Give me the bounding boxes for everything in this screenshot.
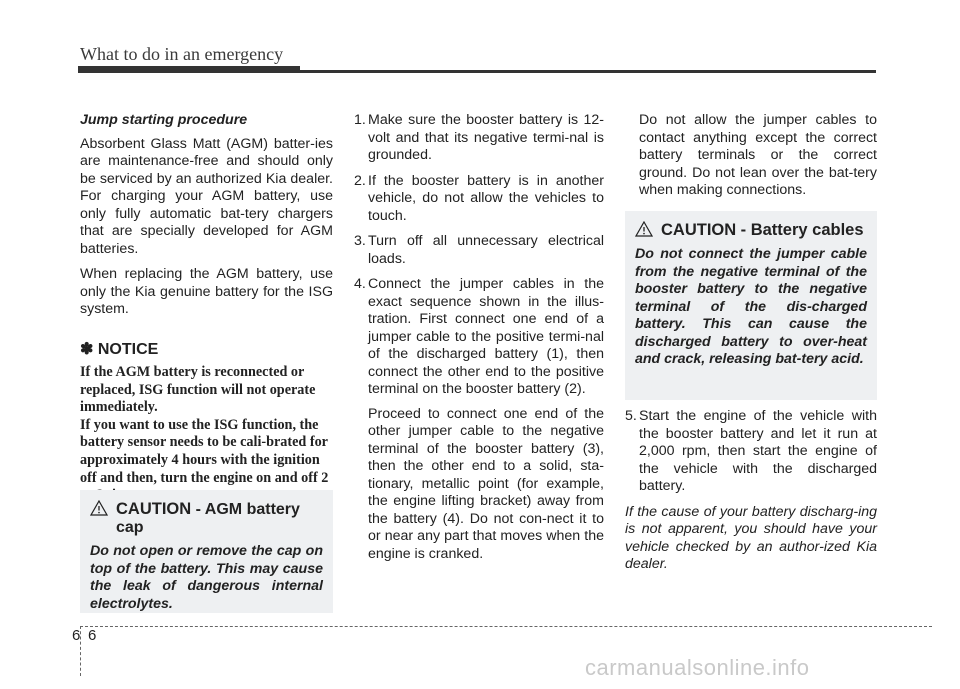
steps-list	[354, 112, 604, 563]
column-1	[80, 112, 333, 505]
caution-header	[635, 221, 867, 240]
step-text: Make sure the booster battery is 12-volt and that its negative termi-nal is grounded.	[368, 112, 604, 163]
list-item	[354, 112, 604, 165]
step-text: Turn off all unnecessary electrical loads.	[368, 233, 604, 267]
step-number: 4.	[354, 276, 366, 292]
caution-box-agm-cap	[80, 490, 333, 613]
notice-body	[80, 364, 333, 505]
caution-subject: - Battery cables	[740, 221, 864, 239]
replacement-paragraph: When replacing the AGM battery, use only the Kia genuine battery for the ISG system.	[80, 266, 333, 317]
chapter-number: 6	[72, 627, 81, 644]
column-3	[625, 112, 877, 200]
step-text: Connect the jumper cables in the exact sequence shown in the illus-tration. First connect one end of a jumper cable to the positive termi-nal of the discharged battery (1), then connect the other end to the positive terminal on the booster battery (2).	[368, 276, 604, 397]
caution-header	[90, 500, 323, 537]
list-item	[354, 173, 604, 226]
agm-paragraph: Absorbent Glass Matt (AGM) batter-ies are maintenance-free and should only be serviced by an authorized Kia dealer. For charging your AGM battery, use only fully automatic bat-tery chargers that are specially developed for AGM batteries.	[80, 135, 333, 257]
list-item	[625, 408, 877, 496]
step-4-continuation: Proceed to connect one end of the other jumper cable to the negative terminal of the booster battery (3), then the other end to a solid, sta-tionary, metallic point (for example, the engine lifting bracket) away from the battery (4). Do not con-nect it to or near any part that moves when the engine is cranked.	[368, 405, 604, 562]
notice-line-1: If the AGM battery is reconnected or replaced, ISG function will not operate immediately.	[80, 364, 316, 416]
step-number: 5.	[625, 408, 637, 424]
watermark: carmanualsonline.info	[585, 655, 810, 680]
caution-body: Do not open or remove the cap on top of the battery. This may cause the leak of dangerous internal electrolytes.	[90, 543, 323, 612]
header-rule	[78, 70, 876, 73]
column-2	[354, 112, 604, 571]
column-3-lower	[625, 408, 877, 582]
step-text: Start the engine of the vehicle with the booster battery and let it run at 2,000 rpm, then start the engine of the vehicle with the discharged battery.	[639, 408, 877, 494]
step-number: 1.	[354, 112, 366, 128]
step-text: If the booster battery is in another vehicle, do not allow the vehicles to touch.	[368, 172, 604, 224]
caution-word: CAUTION	[661, 221, 737, 239]
list-item	[354, 276, 604, 563]
step-4-continuation-text: Do not allow the jumper cables to contact anything except the correct battery terminals or the correct ground. Do not lean over the bat-tery when making connections.	[639, 112, 877, 198]
warning-triangle-icon	[90, 500, 108, 516]
step-number: 2.	[354, 172, 366, 189]
procedure-heading: Jump starting procedure	[80, 112, 248, 128]
closing-note: If the cause of your battery discharg-ing is not apparent, you should have your vehicle checked by an author-ized Kia dealer.	[625, 503, 877, 572]
caution-box-battery-cables	[625, 211, 877, 400]
caution-subject: - AGM battery cap	[116, 501, 300, 536]
step-number: 3.	[354, 233, 366, 249]
notice-title: ✽ NOTICE	[80, 340, 159, 358]
notice-line-2: If you want to use the ISG function, the battery sensor needs to be cali-brated for approximately 4 hours with the ignition off and then, turn the engine on and off 2	[80, 416, 329, 486]
page-number: 6	[88, 627, 97, 644]
caution-body: Do not connect the jumper cable from the negative terminal of the booster battery to the negative terminal of the dis-charged battery. This can cause the discharged battery to over-heat and crack, releasing bat-tery acid.	[635, 246, 867, 367]
footer-divider	[80, 626, 932, 627]
caution-word: CAUTION	[116, 500, 192, 518]
section-title: What to do in an emergency	[80, 44, 284, 64]
list-item	[354, 233, 604, 268]
warning-triangle-icon	[635, 221, 653, 237]
